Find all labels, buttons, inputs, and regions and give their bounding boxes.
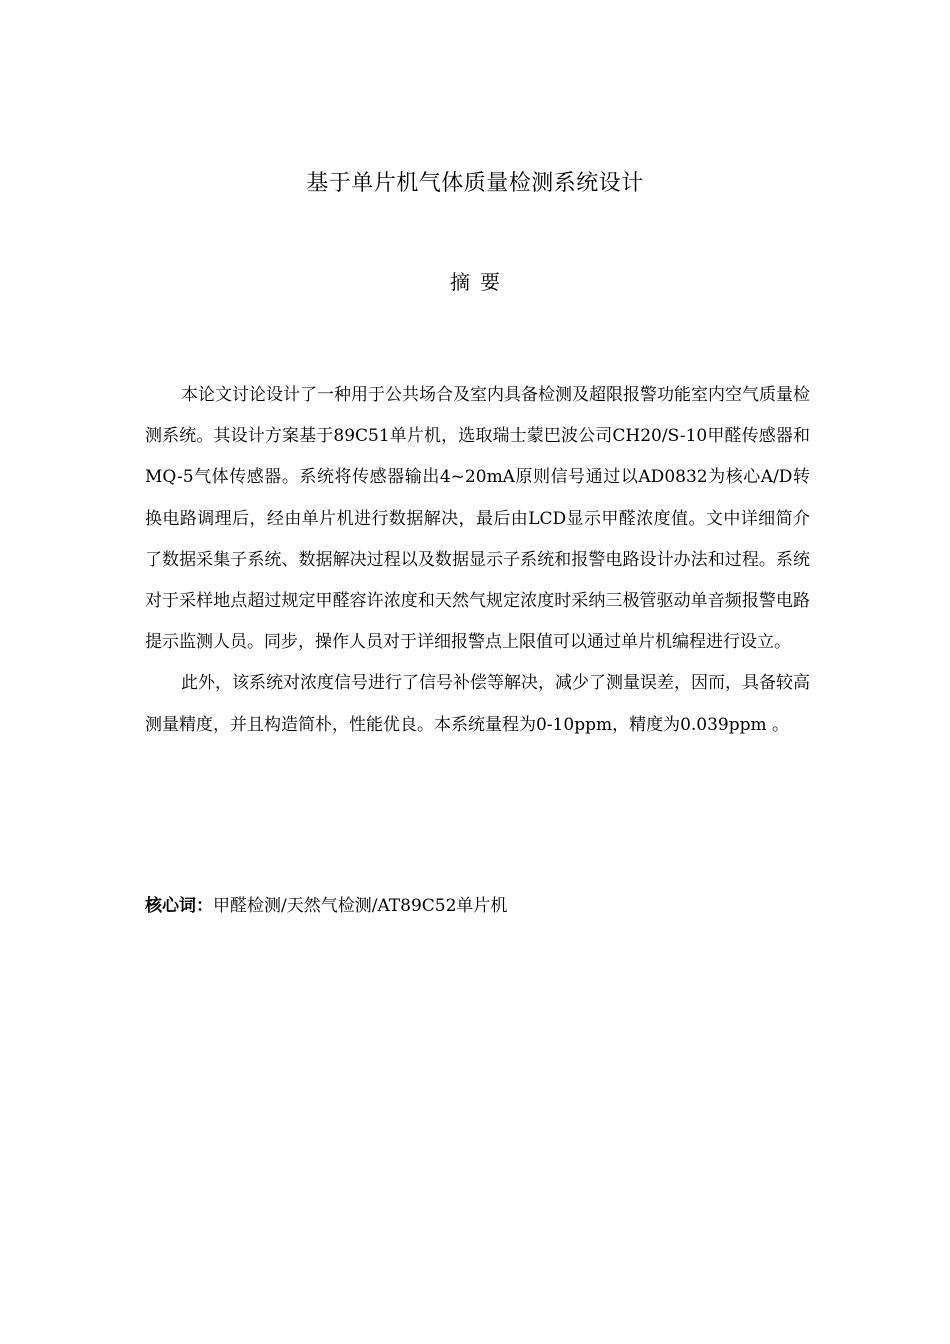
keywords-line	[145, 886, 810, 926]
abstract-paragraph-1: 本论文讨论设计了一种用于公共场合及室内具备检测及超限报警功能室内空气质量检测系统。其设计方案基于89C51单片机，选取瑞士蒙巴波公司CH20/S-10甲醛传感器和MQ-5气体传感器。系统将传感器输出4~20mA原则信号通过以AD0832为核心A/D转换电路调理后，经由单片机进行数据解决，最后由LCD显示甲醛浓度值。文中详细简介了数据采集子系统、数据解决过程以及数据显示子系统和报警电路设计办法和过程。系统对于采样地点超过规定甲醛容许浓度和天然气规定浓度时采纳三极管驱动单音频报警电路提示监测人员。同步，操作人员对于详细报警点上限值可以通过单片机编程进行设立。	[145, 385, 810, 653]
abstract-paragraph-2: 此外，该系统对浓度信号进行了信号补偿等解决，减少了测量误差，因而，具备较高测量精度，并且构造简朴，性能优良。本系统量程为0-10ppm，精度为0.039ppm 。	[145, 673, 810, 735]
abstract-body	[145, 375, 810, 746]
keywords-value: 甲醛检测/天然气检测/AT89C52单片机	[213, 896, 508, 916]
document-title: 基于单片机气体质量检测系统设计	[306, 171, 644, 196]
keywords-label: 核心词：	[145, 896, 213, 916]
abstract-heading: 摘要	[450, 270, 510, 294]
